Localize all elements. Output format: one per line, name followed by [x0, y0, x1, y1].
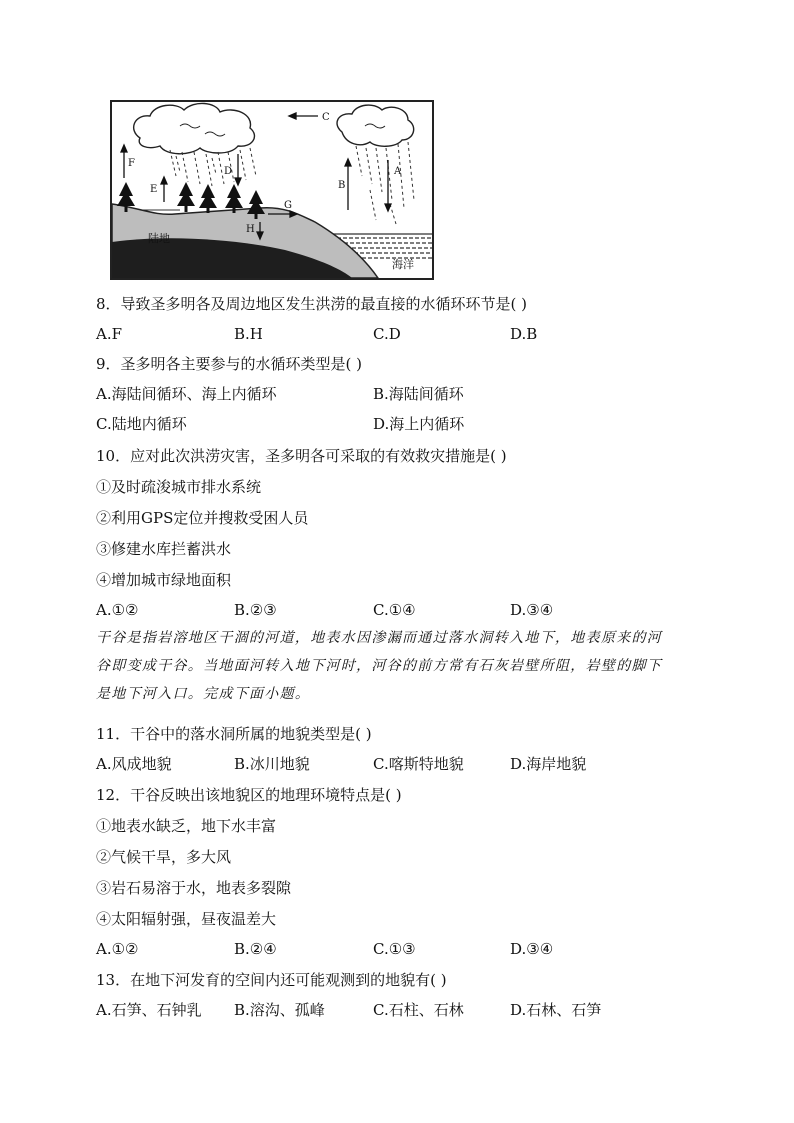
label-a: A [394, 166, 402, 177]
option-d[interactable]: D.B [510, 325, 538, 343]
option-a[interactable]: A.风成地貌 [96, 755, 172, 773]
option-c[interactable]: C.石柱、石林 [373, 1001, 464, 1019]
question-12-item-1: ①地表水缺乏，地下水丰富 [96, 817, 277, 835]
reading-passage [96, 624, 708, 708]
option-b[interactable]: B.②③ [234, 601, 277, 619]
option-c[interactable]: C.①③ [373, 940, 416, 958]
question-8-options [96, 324, 716, 344]
option-d[interactable]: D.石林、石笋 [510, 1001, 602, 1019]
option-b[interactable]: B.海陆间循环 [373, 385, 464, 403]
question-12-stem: 12．干谷反映出该地貌区的地理环境特点是( ) [96, 786, 402, 804]
option-c[interactable]: C.D [373, 325, 401, 343]
option-b[interactable]: B.H [234, 325, 263, 343]
passage-line-2: 谷即变成干谷。当地面河转入地下河时，河谷的前方常有石灰岩壁所阻，岩壁的脚下 [96, 658, 663, 674]
question-8-stem: 8．导致圣多明各及周边地区发生洪涝的最直接的水循环环节是( ) [96, 295, 528, 313]
label-land: 陆地 [148, 232, 170, 245]
option-c[interactable]: C.喀斯特地貌 [373, 755, 464, 773]
option-a[interactable]: A.①② [96, 940, 139, 958]
label-ocean: 海洋 [392, 258, 414, 271]
question-12-item-3: ③岩石易溶于水，地表多裂隙 [96, 879, 292, 897]
question-11-options [96, 754, 716, 774]
option-a[interactable]: A.石笋、石钟乳 [96, 1001, 202, 1019]
option-b[interactable]: B.②④ [234, 940, 277, 958]
label-b: B [338, 180, 346, 191]
question-12-options [96, 939, 716, 959]
option-a[interactable]: A.①② [96, 601, 139, 619]
label-e: E [150, 184, 158, 195]
question-9-stem: 9．圣多明各主要参与的水循环类型是( ) [96, 355, 363, 373]
option-b[interactable]: B.冰川地貌 [234, 755, 310, 773]
option-d[interactable]: D.③④ [510, 601, 554, 619]
option-c[interactable]: C.①④ [373, 601, 416, 619]
question-10-item-4: ④增加城市绿地面积 [96, 571, 232, 589]
label-g: G [284, 200, 292, 211]
question-9-options-row2 [96, 414, 716, 434]
water-cycle-diagram [110, 100, 434, 280]
question-10-item-2: ②利用GPS定位并搜救受困人员 [96, 509, 309, 527]
question-11-stem: 11．干谷中的落水洞所属的地貌类型是( ) [96, 725, 372, 743]
option-d[interactable]: D.海岸地貌 [510, 755, 587, 773]
passage-line-3: 是地下河入口。完成下面小题。 [96, 686, 311, 702]
label-h: H [246, 224, 255, 235]
option-a[interactable]: A.F [96, 325, 123, 343]
option-d[interactable]: D.③④ [510, 940, 554, 958]
question-10-options [96, 600, 716, 620]
question-13-options [96, 1000, 716, 1020]
question-13-stem: 13．在地下河发育的空间内还可能观测到的地貌有( ) [96, 971, 447, 989]
question-12-item-2: ②气候干旱，多大风 [96, 848, 232, 866]
label-c: C [322, 112, 330, 123]
question-10-stem: 10．应对此次洪涝灾害，圣多明各可采取的有效救灾措施是( ) [96, 447, 507, 465]
option-b[interactable]: B.溶沟、孤峰 [234, 1001, 325, 1019]
passage-line-1: 干谷是指岩溶地区干涸的河道，地表水因渗漏而通过落水洞转入地下，地表原来的河 [96, 630, 663, 646]
option-c[interactable]: C.陆地内循环 [96, 415, 187, 433]
question-10-item-3: ③修建水库拦蓄洪水 [96, 540, 232, 558]
label-f: F [128, 158, 135, 169]
option-a[interactable]: A.海陆间循环、海上内循环 [96, 385, 277, 403]
label-d: D [224, 166, 233, 177]
option-d[interactable]: D.海上内循环 [373, 415, 465, 433]
question-9-options-row1 [96, 384, 716, 404]
question-10-item-1: ①及时疏浚城市排水系统 [96, 478, 262, 496]
question-12-item-4: ④太阳辐射强，昼夜温差大 [96, 910, 277, 928]
